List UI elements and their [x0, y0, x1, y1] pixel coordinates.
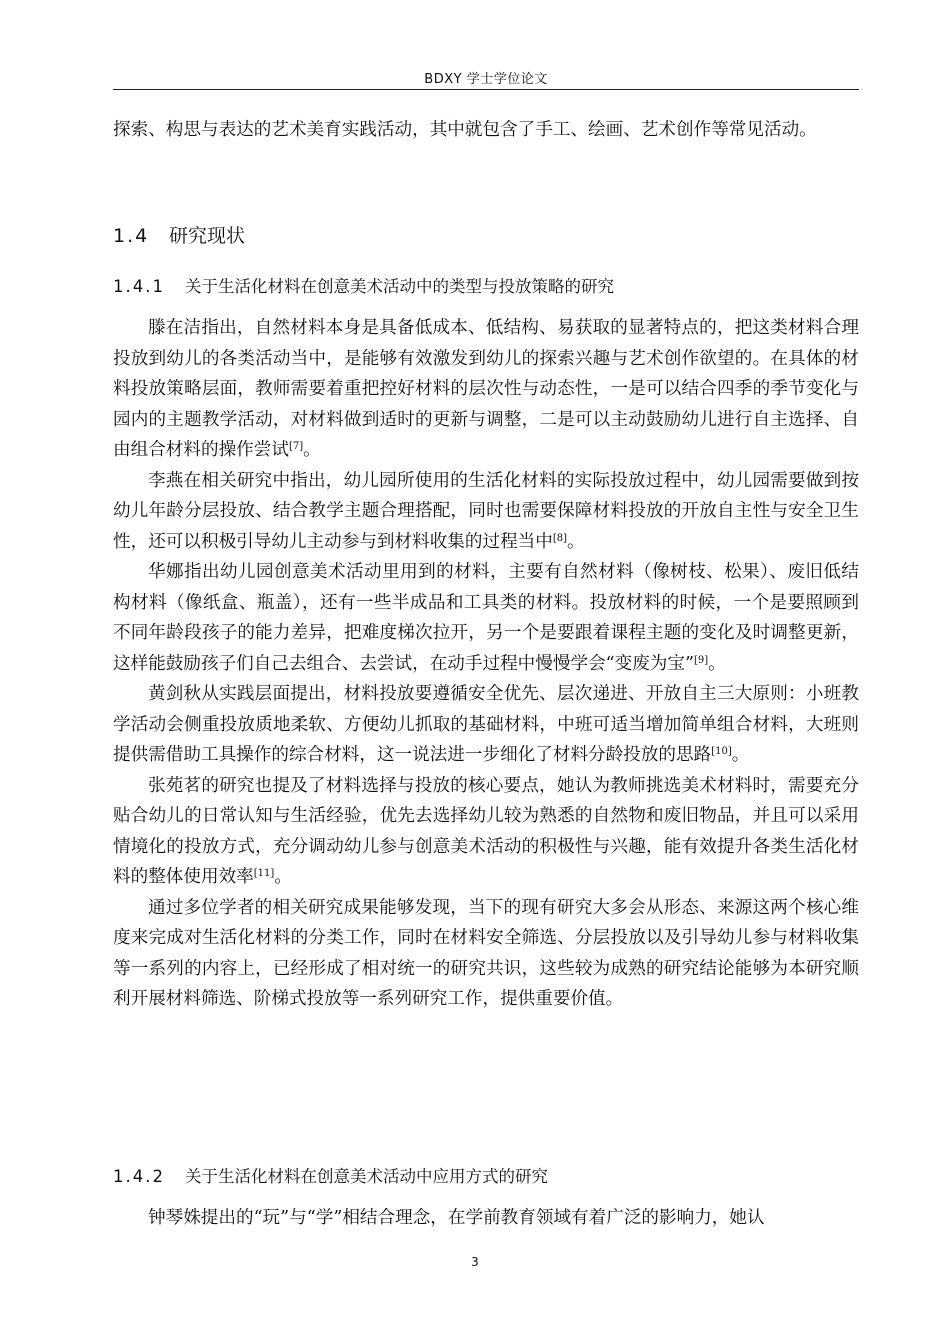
final-paragraph	[113, 1203, 859, 1234]
paragraph-text: 李燕在相关研究中指出，幼儿园所使用的生活化材料的实际投放过程中，幼儿园需要做到按幼儿年龄分层投放、结合教学主题合理搭配，同时也需要保障材料投放的开放自主性与安全卫生性，还可以积极引导幼儿主动参与到材料收集的过程当中	[113, 470, 859, 552]
paragraph-text: 黄剑秋从实践层面提出，材料投放要遵循安全优先、层次递进、开放自主三大原则：小班教学活动会侧重投放质地柔软、方便幼儿抓取的基础材料，中班可适当增加简单组合材料，大班则提供需借助工具操作的综合材料，这一说法进一步细化了材料分龄投放的思路	[113, 684, 859, 765]
paragraph-end: 。	[303, 440, 321, 460]
paragraph-end: 。	[708, 653, 726, 674]
paragraph-end: 。	[731, 745, 750, 765]
citation: [8]	[552, 532, 568, 544]
citation: [10]	[711, 746, 732, 757]
paragraph	[113, 893, 859, 1015]
paragraph-text: 钟琴姝提出的“玩”与“学”相结合理念，在学前教育领域有着广泛的影响力，她认	[148, 1208, 765, 1228]
subsection-title: 关于生活化材料在创意美术活动中的类型与投放策略的研究	[185, 277, 614, 296]
paragraph	[113, 771, 859, 893]
subsection-number: 1.4.2	[113, 1167, 165, 1186]
intro-paragraph	[113, 115, 859, 146]
paragraph-text: 张苑茗的研究也提及了材料选择与投放的核心要点，她认为教师挑选美术材料时，需要充分贴合幼儿的日常认知与生活经验，优先去选择幼儿较为熟悉的自然物和废旧物品，并且可以采用情境化的投放方式，充分调动幼儿参与创意美术活动的积极性与兴趣，能有效提升各类生活化材料的整体使用效率	[113, 775, 859, 887]
paragraph-end: 。	[567, 531, 585, 552]
subsection-number: 1.4.1	[113, 277, 165, 296]
citation: [11]	[253, 868, 275, 879]
subsection-heading-1	[113, 273, 614, 297]
paragraph	[113, 313, 859, 466]
page-number: 3	[471, 1255, 479, 1269]
citation: [9]	[694, 654, 709, 666]
running-header: BDXY 学士学位论文	[424, 72, 548, 87]
citation: [7]	[288, 441, 304, 452]
subsection-title: 关于生活化材料在创意美术活动中应用方式的研究	[185, 1167, 548, 1186]
paragraph	[113, 557, 859, 679]
section-number: 1.4	[113, 225, 150, 247]
header-rule	[113, 89, 859, 90]
section-body	[113, 313, 859, 1015]
paragraph-text: 通过多位学者的相关研究成果能够发现，当下的现有研究大多会从形态、来源这两个核心维度来完成对生活化材料的分类工作，同时在材料安全筛选、分层投放以及引导幼儿参与材料收集等一系列的内容上，已经形成了相对统一的研究共识，这些较为成熟的研究结论能够为本研究顺利开展材料筛选、阶梯式投放等一系列研究工作，提供重要价值。	[113, 897, 859, 1009]
section-heading	[113, 221, 245, 248]
paragraph-end: 。	[274, 867, 292, 887]
paragraph-text: 探索、构思与表达的艺术美育实践活动，其中就包含了手工、绘画、艺术创作等常见活动。	[113, 120, 817, 140]
paragraph	[113, 466, 859, 558]
section-title: 研究现状	[169, 225, 246, 247]
paragraph	[113, 679, 859, 771]
subsection-heading-2	[113, 1163, 548, 1187]
paragraph-text: 滕在洁指出，自然材料本身是具备低成本、低结构、易获取的显著特点的，把这类材料合理投放到幼儿的各类活动当中，是能够有效激发到幼儿的探索兴趣与艺术创作欲望的。在具体的材料投放策略层面，教师需要着重把控好材料的层次性与动态性，一是可以结合四季的季节变化与园内的主题教学活动，对材料做到适时的更新与调整，二是可以主动鼓励幼儿进行自主选择、自由组合材料的操作尝试	[113, 318, 859, 460]
paragraph-text: 华娜指出幼儿园创意美术活动里用到的材料，主要有自然材料（像树枝、松果）、废旧低结构材料（像纸盒、瓶盖），还有一些半成品和工具类的材料。投放材料的时候，一个是要照顾到不同年龄段孩子的能力差异，把难度梯次拉开，另一个是要跟着课程主题的变化及时调整更新，这样能鼓励孩子们自己去组合、去尝试，在动手过程中慢慢学会“变废为宝”	[113, 562, 859, 674]
